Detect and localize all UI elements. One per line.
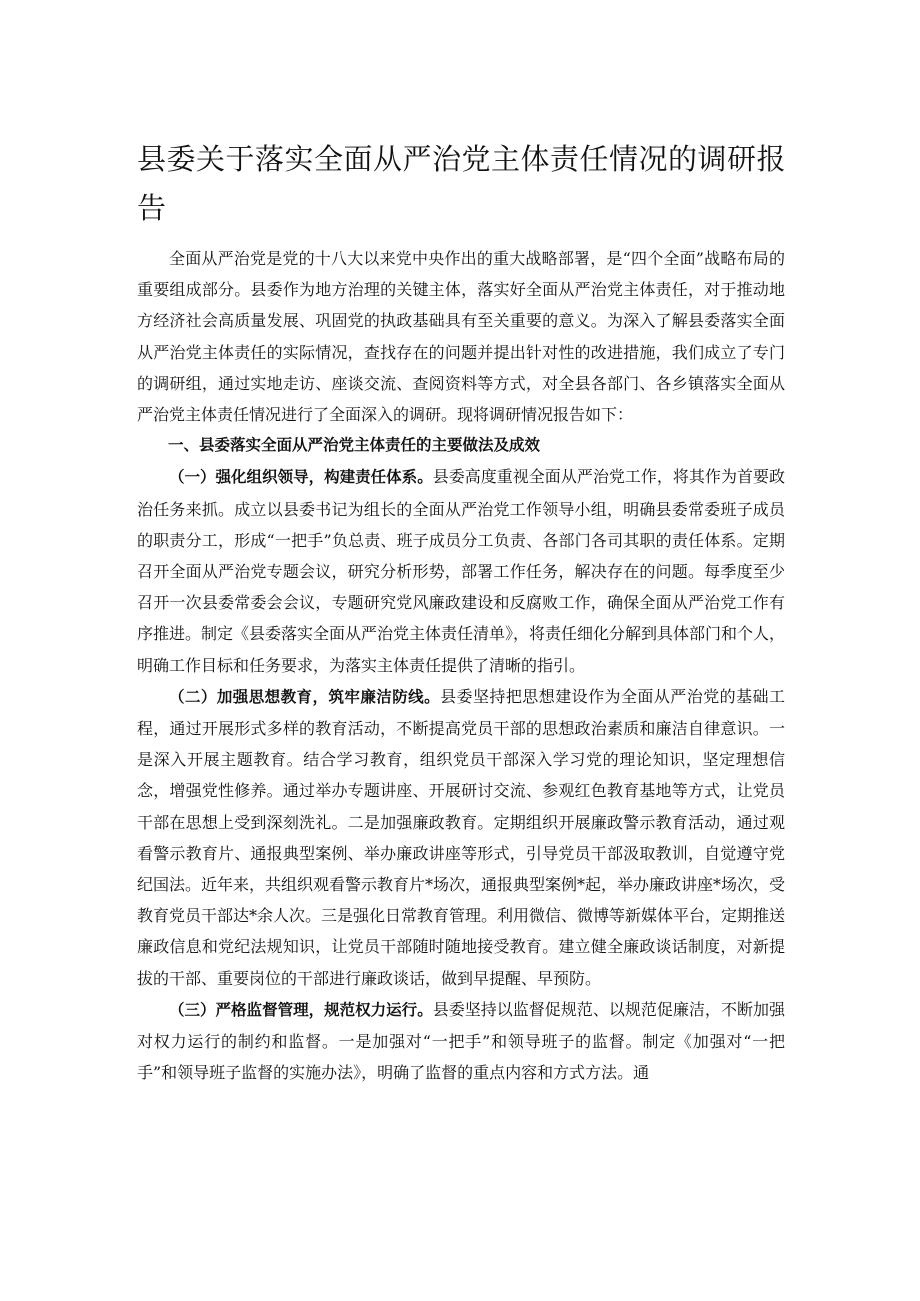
intro-paragraph: 全面从严治党是党的十八大以来党中央作出的重大战略部署，是“四个全面”战略布局的重要组成部分。县委作为地方治理的关键主体，落实好全面从严治党主体责任，对于推动地方经济社会高质量发展、巩固党的执政基础具有至关重要的意义。为深入了解县委落实全面从严治党主体责任的实际情况，查找存在的问题并提出针对性的改进措施，我们成立了专门的调研组，通过实地走访、座谈交流、查阅资料等方式，对全县各部门、各乡镇落实全面从严治党主体责任情况进行了全面深入的调研。现将调研情况报告如下： <box>137 249 785 425</box>
subsection-3-text: 县委坚持以监督促规范、以规范促廉洁，不断加强对权力运行的制约和监督。一是加强对“一把手”和领导班子的监督。制定《加强对“一把手”和领导班子监督的实施办法》，明确了监督的重点内容和方式方法。通 <box>137 999 785 1083</box>
subsection-2-text: 县委坚持把思想建设作为全面从严治党的基础工程，通过开展形式多样的教育活动，不断提高党员干部的思想政治素质和廉洁自律意识。一是深入开展主题教育。结合学习教育，组织党员干部深入学习党的理论知识，坚定理想信念，增强党性修养。通过举办专题讲座、开展研讨交流、参观红色教育基地等方式，让党员干部在思想上受到深刻洗礼。二是加强廉政教育。定期组织开展廉政警示教育活动，通过观看警示教育片、通报典型案例、举办廉政讲座等形式，引导党员干部汲取教训，自觉遵守党纪国法。近年来，共组织观看警示教育片*场次，通报典型案例*起，举办廉政讲座*场次，受教育党员干部达*余人次。三是强化日常教育管理。利用微信、微博等新媒体平台，定期推送廉政信息和党纪法规知识，让党员干部随时随地接受教育。建立健全廉政谈话制度，对新提拔的干部、重要岗位的干部进行廉政谈话，做到早提醒、早预防。 <box>137 686 786 988</box>
subsection-2-heading: （二）加强思想教育，筑牢廉洁防线。 <box>169 687 441 706</box>
subsection-3-heading: （三）严格监督管理，规范权力运行。 <box>169 1000 433 1019</box>
subsection-1-text: 县委高度重视全面从严治党工作，将其作为首要政治任务来抓。成立以县委书记为组长的全面从严治党工作领导小组，明确县委常委班子成员的职责分工，形成“一把手”负总责、班子成员分工负责、各部门各司其职的责任体系。定期召开全面从严治党专题会议，研究分析形势，部署工作任务，解决存在的问题。每季度至少召开一次县委常委会会议，专题研究党风廉政建设和反腐败工作，确保全面从严治党工作有序推进。制定《县委落实全面从严治党主体责任清单》，将责任细化分解到具体部门和个人，明确工作目标和任务要求，为落实主体责任提供了清晰的指引。 <box>137 467 786 675</box>
section-heading-1: 一、县委落实全面从严治党主体责任的主要做法及成效 <box>168 436 541 455</box>
subsection-3 <box>137 994 785 1089</box>
subsection-1 <box>137 461 785 680</box>
subsection-1-heading: （一）强化组织领导，构建责任体系。 <box>169 468 433 487</box>
document-body <box>137 243 785 1088</box>
subsection-2 <box>137 681 785 994</box>
page-title: 县委关于落实全面从严治党主体责任情况的调研报告 <box>137 142 787 225</box>
